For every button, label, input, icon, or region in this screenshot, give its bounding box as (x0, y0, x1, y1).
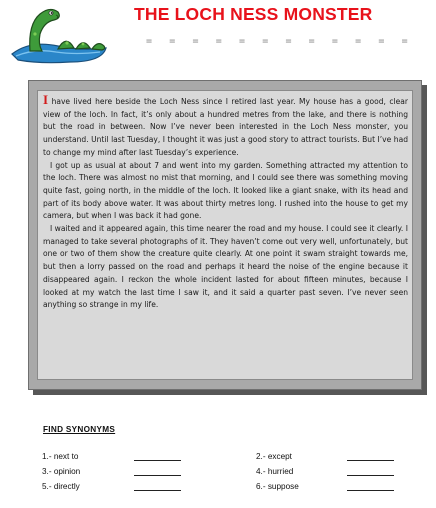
paragraph-1 (43, 92, 409, 160)
synonym-item-label: 3.- opinion (42, 467, 81, 476)
paragraph-1-text: have lived here beside the Loch Ness since I retired last year. My house has a good, clear view of the loch. In fact, it’s only about a hundred metres from the lake, and there is nothing but the road in between. Now I’ve never been interested in the Loch Ness monster, you understand. Until last Tuesday, I thought it was just a good story to attract tourists. But I’ve had to change my mind after last Tuesday’s experience. (43, 97, 409, 157)
answer-blank[interactable] (134, 475, 181, 476)
page-title: THE LOCH NESS MONSTER (134, 4, 373, 24)
paragraph-3 (43, 223, 408, 312)
synonym-item-label: 4.- hurried (256, 467, 294, 476)
answer-blank[interactable] (347, 475, 394, 476)
passage-panel (37, 90, 413, 380)
synonym-item-label: 2.- except (256, 452, 292, 461)
synonym-item-label: 6.- suppose (256, 482, 299, 491)
synonym-item-label: 1.- next to (42, 452, 79, 461)
answer-blank[interactable] (347, 460, 394, 461)
exercise-heading: FIND SYNONYMS (43, 425, 116, 434)
drop-cap: I (43, 92, 49, 107)
passage-frame (28, 80, 422, 390)
title-underline: = = = = = = = = = = = = (146, 36, 414, 47)
paragraph-2 (43, 160, 408, 224)
sea-monster-icon (10, 2, 110, 68)
answer-blank[interactable] (134, 460, 181, 461)
answer-blank[interactable] (134, 490, 181, 491)
answer-blank[interactable] (347, 490, 394, 491)
paragraph-3-text: I waited and it appeared again, this time nearer the road and my house. I could see it clearly. I managed to take several photographs of it. They haven’t come out very well, unfortunately, but one or two of them show the creature quite clearly. At one point it swam straight towards me, but then a lorry passed on the road and perhaps it heard the noise of the engine because it disappeared again. I reckon the whole incident lasted for about fifteen minutes, because I looked at my watch the last time I saw it, and it said a quarter past seven. I’ve never seen anything so strange in my life. (43, 224, 408, 310)
paragraph-2-text: I got up as usual at about 7 and went into my garden. Something attracted my attention to the loch. There was almost no mist that morning, and I could see there was something moving quite fast, going north, in the middle of the loch. It looked like a giant snake, with its head and part of its body above water. It was about thirty metres long. I rushed into the house to get my camera, but when I was back it had gone. (43, 160, 408, 221)
synonym-item-label: 5.- directly (42, 482, 80, 491)
